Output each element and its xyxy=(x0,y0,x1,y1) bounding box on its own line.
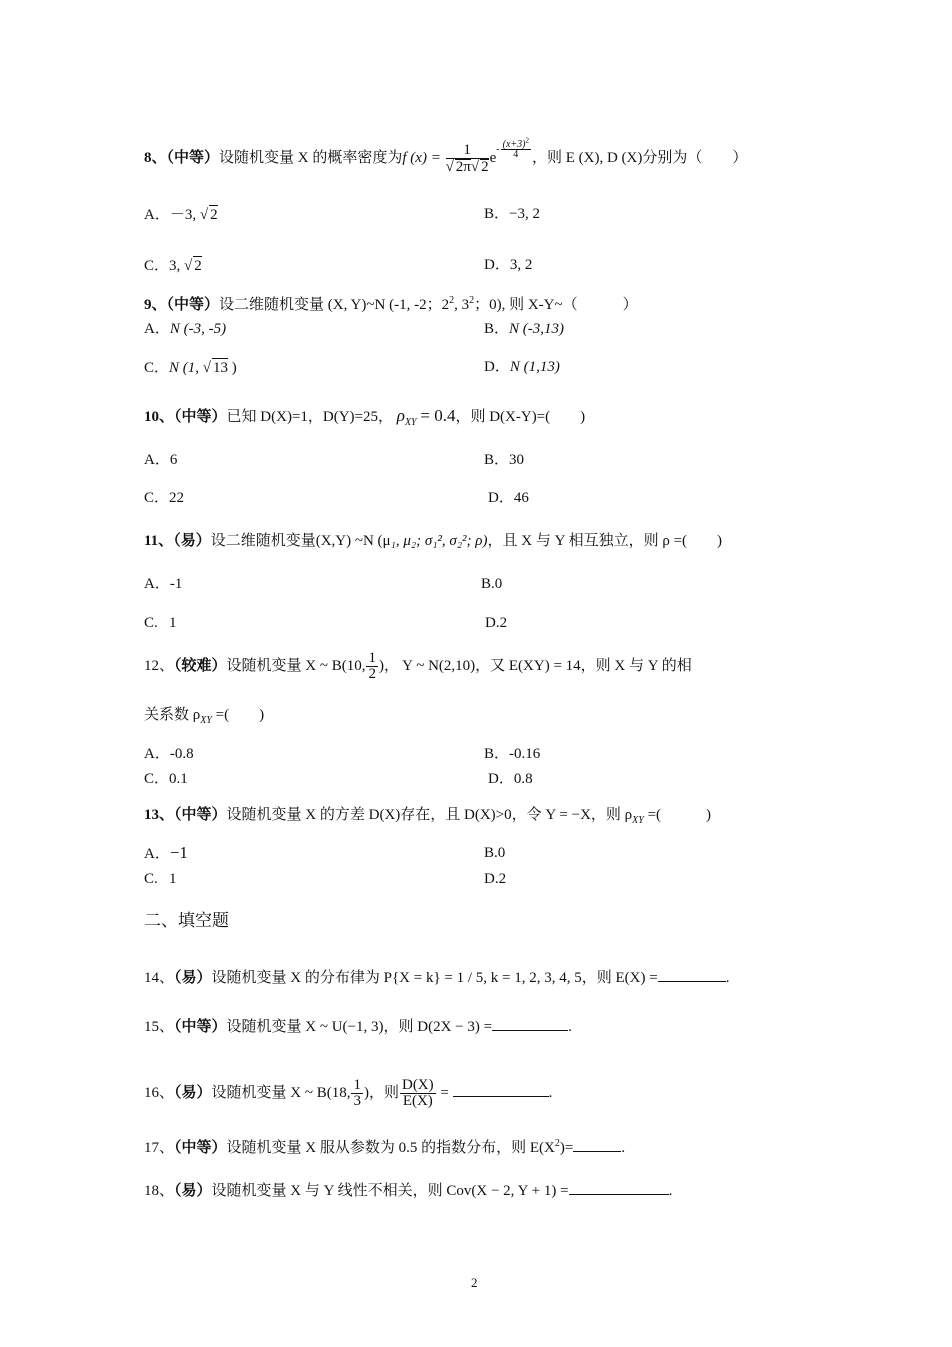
option-b: B．N (-3,13) xyxy=(484,321,565,337)
option-c: C．0.1 xyxy=(144,771,188,787)
difficulty-label: （中等） xyxy=(174,1140,227,1156)
difficulty-label: （较难） xyxy=(174,658,227,674)
difficulty-label: （易） xyxy=(174,1183,212,1199)
exponent: - $\frac{(x+3)^2}{4}$ xyxy=(496,136,529,161)
density-fraction xyxy=(446,143,489,175)
option-c: C. 1 xyxy=(144,615,177,631)
difficulty-label: （中等） xyxy=(166,297,220,313)
option-b: B．30 xyxy=(484,452,525,468)
question-number: 11、 xyxy=(144,533,174,549)
option-b: B．−3, 2 xyxy=(484,206,540,222)
question-number: 10、 xyxy=(144,409,175,425)
difficulty-label: （中等） xyxy=(166,150,220,166)
question-10: 10、（中等）已知 D(X)=1，D(Y)=25， $\rho_{XY} = 0.4$，则 D(X-Y)=( ) xyxy=(144,406,586,428)
question-9: 9、（中等）设二维随机变量 (X, Y)~N (-1, -2；$2^2$, $3^2$；0), 则 X-Y~（ ） xyxy=(144,295,638,313)
question-number: 14、 xyxy=(144,970,175,986)
difficulty-label: （中等） xyxy=(174,1019,227,1035)
difficulty-label: （中等） xyxy=(174,409,227,425)
answer-blank[interactable] xyxy=(569,1180,669,1195)
question-number: 15、 xyxy=(144,1019,175,1035)
question-17: 17、（中等）设随机变量 X 服从参数为 0.5 的指数分布，则 $E(X^2)=$ . xyxy=(144,1138,626,1156)
option-d: D．3, 2 xyxy=(484,257,533,273)
question-11: 11、（易）设二维随机变量(X,Y) ~N (μ₁, μ₂; σ₁², σ₂²; ρ)，且 X 与 Y 相互独立，则 ρ =( ) xyxy=(144,533,723,549)
question-stem: 设随机变量 X 的分布律为 P{X = k} = 1 / 5, k = 1, 2, 3, 4, 5，则 E(X) = xyxy=(211,970,658,986)
question-18: 18、（易）设随机变量 X 与 Y 线性不相关，则 Cov(X − 2, Y + 1) = . xyxy=(144,1180,672,1200)
option-a: A．-1 xyxy=(144,576,183,592)
option-d: D．N (1,13) xyxy=(484,359,560,375)
exp-base: e xyxy=(489,150,497,166)
question-number: 8、 xyxy=(144,150,167,166)
question-8 xyxy=(144,138,747,178)
question-tail: ，则 E (X), D (X)分别为（ ） xyxy=(531,150,748,166)
question-number: 13、 xyxy=(144,807,175,823)
answer-blank[interactable] xyxy=(492,1016,568,1031)
question-number: 9、 xyxy=(144,297,167,313)
option-b: B.0 xyxy=(484,845,506,861)
question-stem: 设随机变量 X ~ B(10, xyxy=(226,658,366,674)
option-a: A．−1 xyxy=(144,843,188,862)
question-12: 12、（较难）设随机变量 X ~ B(10, $\frac{1}{2}$ )， Y ~ N(2,10)，又 E(XY) = 14，则 X 与 Y 的相 xyxy=(144,650,692,683)
formula-fx: f (x) = xyxy=(402,150,441,166)
page-number: 2 xyxy=(471,1275,478,1290)
question-stem: 设随机变量 X 与 Y 线性不相关，则 Cov(X − 2, Y + 1) = xyxy=(211,1183,569,1199)
question-stem: 设随机变量 X 的方差 D(X)存在，且 D(X)>0，令 Y = −X，则 ρ xyxy=(226,807,633,823)
option-d: D.2 xyxy=(484,871,507,887)
question-stem: 设随机变量 X 服从参数为 0.5 的指数分布，则 E(X xyxy=(226,1140,555,1156)
option-c: C．N (1, √ 13 ) xyxy=(144,360,237,376)
fraction-numerator: 1 xyxy=(446,143,489,159)
option-b: B．-0.16 xyxy=(484,746,541,762)
option-a: A．-0.8 xyxy=(144,746,194,762)
option-c: C．3, √ 2 xyxy=(144,258,202,274)
option-a: A．－3, √ 2 xyxy=(144,207,218,223)
answer-blank[interactable] xyxy=(573,1137,621,1152)
ratio-fraction: $\frac{D(X)}{E(X)}$ xyxy=(401,1077,434,1110)
question-14: 14、（易）设随机变量 X 的分布律为 P{X = k} = 1 / 5, k = 1, 2, 3, 4, 5，则 E(X) = . xyxy=(144,967,729,987)
option-d: D．46 xyxy=(488,490,529,506)
question-stem: 设随机变量 X ~ B(18, xyxy=(211,1085,351,1101)
fraction-denominator: √ 2π√ 2 xyxy=(445,158,489,175)
question-15: 15、（中等）设随机变量 X ~ U(−1, 3)，则 D(2X − 3) = . xyxy=(144,1016,572,1036)
section-heading: 二、填空题 xyxy=(144,911,229,930)
question-stem: 设随机变量 X ~ U(−1, 3)，则 D(2X − 3) = xyxy=(226,1019,493,1035)
question-stem: 已知 D(X)=1，D(Y)=25， xyxy=(226,409,394,425)
option-d: D．0.8 xyxy=(488,771,533,787)
question-stem: 设二维随机变量 (X, Y)~N (-1, -2；2 xyxy=(219,297,450,313)
option-c: C. 1 xyxy=(144,871,177,887)
question-12-line2: 关系数 $\rho_{XY}$ =( ) xyxy=(144,707,265,726)
option-a: A．N (-3, -5) xyxy=(144,321,227,337)
question-number: 12、 xyxy=(144,658,175,674)
question-13: 13、（中等）设随机变量 X 的方差 D(X)存在，且 D(X)>0，令 Y = −X，则 $\rho_{XY}$ =( ) xyxy=(144,807,712,826)
option-a: A．6 xyxy=(144,452,178,468)
question-number: 18、 xyxy=(144,1183,175,1199)
difficulty-label: （易） xyxy=(174,970,212,986)
question-16: 16、（易）设随机变量 X ~ B(18, $\frac{1}{3}$ )，则 $\frac{D(X)}{E(X)}$ = . xyxy=(144,1068,552,1108)
option-d: D.2 xyxy=(485,615,508,631)
question-number: 17、 xyxy=(144,1140,175,1156)
question-stem: 设二维随机变量(X,Y) ~N (μ xyxy=(210,533,391,549)
answer-blank[interactable] xyxy=(658,967,726,982)
option-c: C．22 xyxy=(144,490,185,506)
option-b: B.0 xyxy=(481,576,503,592)
answer-blank[interactable] xyxy=(453,1068,549,1097)
question-stem: 设随机变量 X 的概率密度为 xyxy=(219,150,403,166)
difficulty-label: （易） xyxy=(174,1085,212,1101)
difficulty-label: （中等） xyxy=(174,807,227,823)
question-number: 16、 xyxy=(144,1085,175,1101)
difficulty-label: （易） xyxy=(173,533,211,549)
